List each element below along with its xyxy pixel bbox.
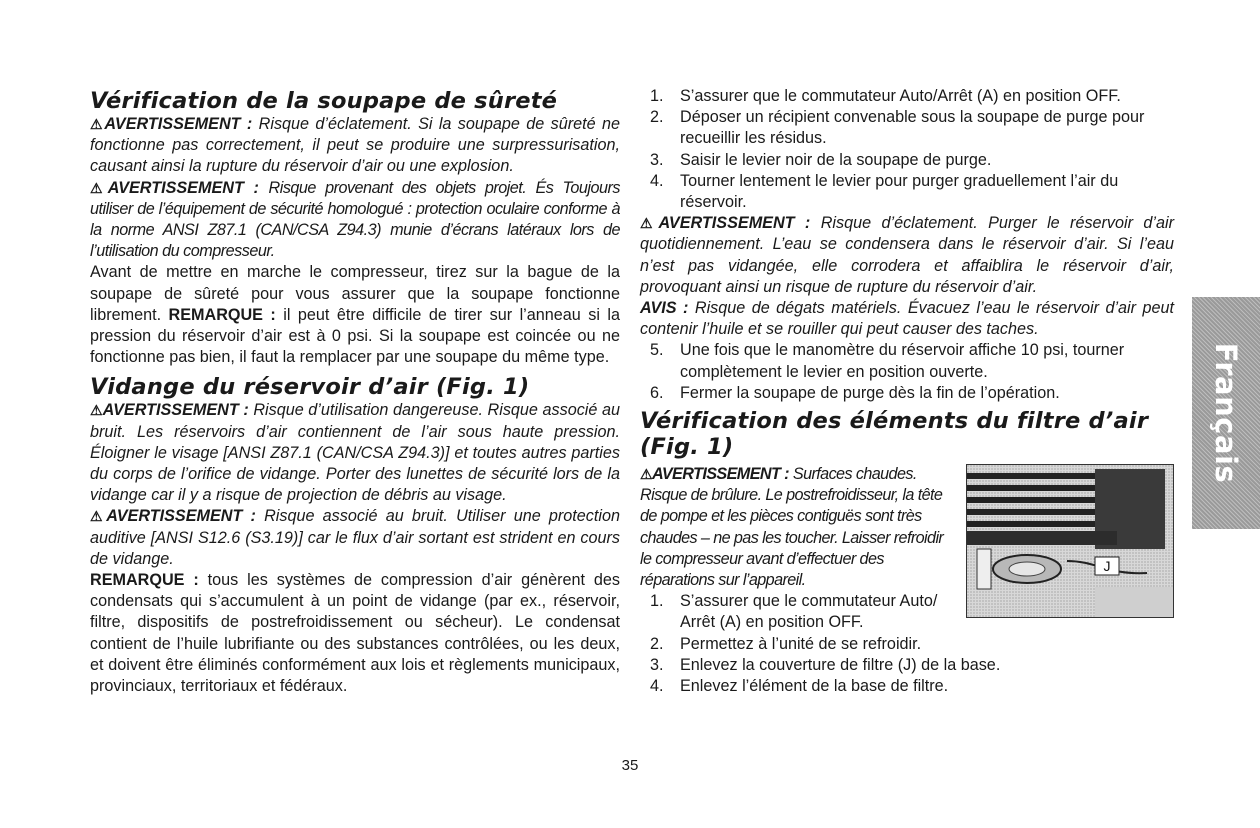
drain-steps-list-continued	[640, 340, 1174, 404]
warning-triangle-icon: ⚠	[90, 116, 105, 132]
step-number: 3.	[650, 655, 664, 674]
step-text: Déposer un récipient convenable sous la soupape de purge pour recueillir les résidus.	[680, 108, 1145, 148]
remark-label: REMARQUE :	[90, 571, 199, 590]
list-item	[640, 107, 1174, 149]
step-text: Saisir le levier noir de la soupape de purge.	[680, 150, 992, 169]
warning-text: Risque provenant des objets projet. És Toujours utiliser de l’équipement de sécurité homologué : protection oculaire conforme à la norme ANSI Z87.1 (CAN/CSA Z94.3) munie d’écrans latéraux lors de l’utilisation du compresseur.	[90, 178, 620, 261]
warning-text: Risque d’utilisation dangereuse. Risque associé au bruit. Les réservoirs d’air contiennent de l’air sous haute pression. Éloigner le visage [ANSI Z87.1 (CAN/CSA Z94.3)] et toutes autres parties du corps de l’orifice de vidange. Porter des lunettes de sécurité lors de la vidange car il y a risque de projection de débris au visage.	[90, 401, 620, 505]
step-number: 5.	[650, 341, 664, 360]
warning-projectiles	[90, 178, 620, 263]
remark-label: REMARQUE :	[168, 305, 276, 324]
warning-triangle-icon: ⚠	[640, 215, 659, 232]
notice-label: AVIS :	[640, 299, 689, 318]
list-item	[640, 383, 1174, 404]
step-number: 1.	[650, 592, 664, 611]
right-column	[640, 86, 1174, 697]
left-column	[90, 86, 620, 697]
heading-tank-drain: Vidange du réservoir d’air (Fig. 1)	[90, 374, 530, 401]
warning-label: AVERTISSEMENT :	[102, 401, 249, 420]
warning-unsafe-operation	[90, 400, 620, 506]
step-text: Enlevez l’élément de la base de filtre.	[680, 677, 949, 696]
warning-label: AVERTISSEMENT :	[651, 465, 789, 484]
step-text: Permettez à l’unité de se refroidir.	[680, 634, 922, 653]
language-tab-label: Français	[1209, 342, 1243, 484]
figure-label-j: J	[1103, 558, 1111, 575]
step-number: 4.	[650, 171, 664, 190]
page-number: 35	[621, 757, 639, 774]
step-number: 1.	[650, 87, 664, 105]
warning-daily-drain	[640, 213, 1174, 298]
drain-steps-list	[640, 86, 1174, 213]
step-text: S’assurer que le commutateur Auto/ Arrêt (A) en position OFF.	[680, 592, 938, 632]
list-item	[640, 634, 1174, 655]
step-text: Tourner lentement le levier pour purger graduellement l’air du réservoir.	[680, 171, 1119, 212]
step-text: S’assurer que le commutateur Auto/Arrêt (A) en position OFF.	[680, 87, 1121, 105]
paragraph-text: il peut être difficile de tirer sur l’anneau si la pression du réservoir d’air est à 0 psi. Si la soupape est coincée ou ne fonctionne pas bien, il faut la remplacer par une soupape du même type.	[90, 305, 620, 367]
paragraph-safety-valve	[90, 262, 620, 368]
list-item	[640, 340, 1174, 382]
heading-safety-valve: Vérification de la soupape de sûreté	[90, 88, 558, 114]
air-filter-illustration	[967, 465, 1173, 617]
warning-label: AVERTISSEMENT :	[107, 178, 259, 197]
warning-burst	[90, 114, 620, 178]
list-item	[640, 171, 1174, 213]
warning-text: Risque d’éclatement. Si la soupape de sûreté ne fonctionne pas correctement, il peut se produire une surpressurisation, causant ainsi la rupture du réservoir d’air ou une explosion.	[90, 115, 620, 176]
list-item	[640, 86, 1174, 107]
warning-text: Risque associé au bruit. Utiliser une protection auditive [ANSI S12.6 (S3.19)] car le flux d’air sortant est strident en cours de vidange.	[90, 507, 620, 568]
list-item	[640, 150, 1174, 171]
list-item	[640, 676, 1174, 697]
warning-label: AVERTISSEMENT :	[106, 507, 256, 526]
notice-damage	[640, 298, 1174, 340]
list-item	[640, 591, 970, 633]
warning-noise	[90, 506, 620, 570]
step-text: Enlevez la couverture de filtre (J) de la base.	[680, 655, 1001, 674]
paragraph-text: Avant de mettre en marche le compresseur, tirez sur la bague de la soupape de sûreté pour vous assurer que la soupape fonctionne librement.	[90, 263, 620, 324]
step-number: 2.	[650, 634, 664, 653]
figure-air-filter	[966, 464, 1174, 618]
list-item	[640, 655, 1174, 676]
step-number: 6.	[650, 383, 664, 402]
language-tab-label-wrap	[1192, 297, 1260, 529]
paragraph-text: tous les systèmes de compression d’air génèrent des condensats qui s’accumulent à un point de vidange (par ex., réservoir, filtre, dispositifs de postrefroidissement ou sécheur). Le condensat contient de l’huile lubrifiante ou des substances contrôlées, ou les deux, et doivent être éliminés conformément aux lois et règlements municipaux, provinciaux, territoriaux et fédéraux.	[90, 571, 620, 696]
warning-label: AVERTISSEMENT :	[658, 214, 811, 233]
warning-hot-surfaces	[640, 464, 958, 591]
warning-text: Surfaces chaudes. Risque de brûlure. Le postrefroidisseur, la tête de pompe et les pièces contiguës sont très chaudes – ne pas les toucher. Laisser refroidir le compresseur avant d’effectuer des réparations sur l’appareil.	[640, 465, 944, 590]
heading-air-filter: Vérification des éléments du filtre d’air (Fig. 1)	[640, 408, 1149, 461]
warning-label: AVERTISSEMENT :	[104, 115, 253, 133]
step-number: 3.	[650, 150, 664, 169]
warning-triangle-icon: ⚠	[90, 508, 107, 525]
step-number: 2.	[650, 108, 664, 127]
step-number: 4.	[650, 677, 664, 696]
paragraph-condensate	[90, 570, 620, 697]
step-text: Une fois que le manomètre du réservoir affiche 10 psi, tourner complètement le levier en position ouverte.	[680, 341, 1125, 381]
air-filter-section	[640, 464, 1174, 697]
warning-text: Risque d’éclatement. Purger le réservoir d’air quotidiennement. L’eau se condensera dans le réservoir d’air. Si l’eau n’est pas vidangée, elle corrodera et affaiblira le réservoir d’air, provoquant ainsi un risque de rupture du réservoir d’air.	[640, 214, 1174, 296]
warning-triangle-icon: ⚠	[90, 402, 103, 419]
warning-triangle-icon: ⚠	[640, 466, 652, 483]
notice-text: Risque de dégats matériels. Évacuez l’eau le réservoir d’air peut contenir l’huile et se rouiller qui peut causer des taches.	[640, 299, 1174, 339]
warning-triangle-icon: ⚠	[90, 179, 108, 196]
step-text: Fermer la soupape de purge dès la fin de l’opération.	[680, 383, 1060, 402]
